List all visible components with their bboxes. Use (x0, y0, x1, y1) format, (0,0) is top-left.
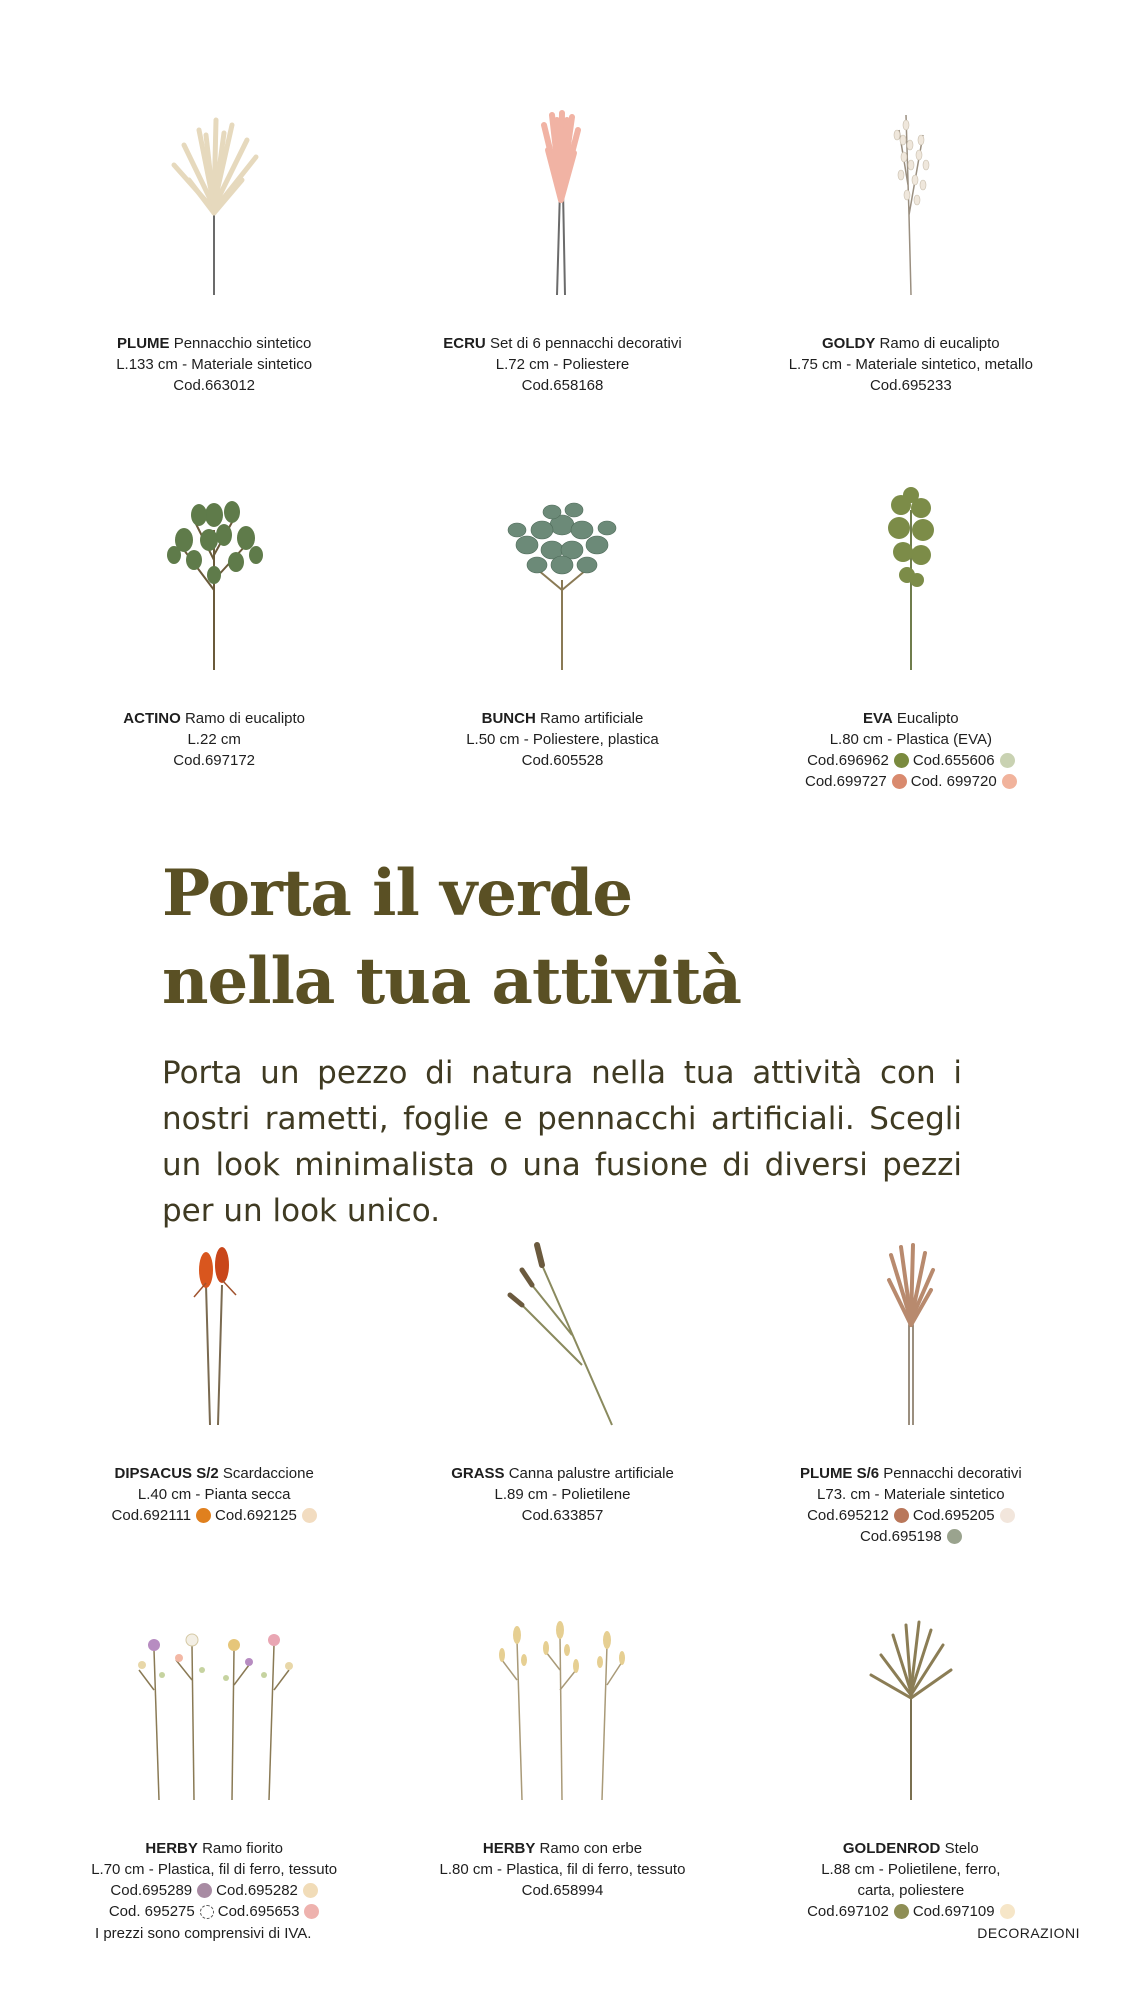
product-code: Cod.697109 (912, 1903, 995, 1920)
goldenrod-stem-image (811, 1600, 1011, 1810)
product-codes-row (112, 1505, 317, 1526)
product-spec: L.40 cm - Pianta secca (137, 1486, 291, 1503)
product-spec: L.80 cm - Plastica (EVA) (829, 731, 992, 748)
product-codes-row (91, 1901, 337, 1922)
product-card-dipsacus[interactable] (40, 1225, 388, 1600)
orange-dried-teasel-image (114, 1225, 314, 1435)
color-swatch-icon (894, 753, 909, 768)
product-name: GOLDY (822, 335, 876, 352)
product-code: Cod.696962 (807, 752, 889, 769)
product-name: ECRU (443, 335, 486, 352)
color-swatch-icon (302, 1508, 317, 1523)
product-name: GRASS (451, 1465, 505, 1482)
color-swatch-icon (197, 1883, 212, 1898)
color-swatch-icon (304, 1904, 319, 1919)
product-name: PLUME S/6 (799, 1465, 880, 1482)
product-card-herby-erbe[interactable] (388, 1600, 736, 1975)
color-swatch-icon (303, 1883, 318, 1898)
product-card-actino[interactable] (40, 470, 388, 845)
product-codes-row (805, 750, 1017, 771)
color-swatch-icon (1000, 753, 1015, 768)
product-code: Cod.633857 (521, 1507, 604, 1524)
product-spec: L.75 cm - Materiale sintetico, metallo (788, 356, 1033, 373)
product-codes-row (800, 1505, 1022, 1526)
product-code: Cod.695233 (869, 377, 952, 394)
page-title-line-1: Porta il verde (162, 856, 633, 931)
product-subname: Scardaccione (222, 1465, 314, 1482)
product-card-bunch[interactable] (388, 470, 736, 845)
flowering-herb-branches-image (114, 1600, 314, 1810)
color-swatch-icon (200, 1905, 214, 1919)
vat-note: I prezzi sono comprensivi di IVA. (95, 1925, 312, 1942)
color-swatch-icon (894, 1904, 909, 1919)
intro-paragraph: Porta un pezzo di natura nella tua attività con i nostri rametti, foglie e pennacchi artificiali. Scegli un look minimalista o una fusione di diversi pezzi per un look unico. (162, 1055, 962, 1229)
product-card-plume[interactable] (40, 95, 388, 470)
product-grid-bottom (40, 1225, 1085, 1975)
product-code: Cod.695289 (110, 1882, 193, 1899)
product-code: Cod.658168 (521, 377, 604, 394)
eucalyptus-stem-image (811, 470, 1011, 680)
color-swatch-icon (894, 1508, 909, 1523)
product-subname: Ramo fiorito (202, 1840, 283, 1857)
product-spec: L.88 cm - Polietilene, ferro, (821, 1861, 1001, 1878)
product-subname: Stelo (944, 1840, 979, 1857)
product-name: HERBY (145, 1840, 198, 1857)
product-code: Cod.695205 (912, 1507, 995, 1524)
product-subname: Ramo artificiale (539, 710, 644, 727)
pink-pampas-plumes-image (462, 95, 662, 305)
color-swatch-icon (1000, 1904, 1015, 1919)
product-name: EVA (863, 710, 893, 727)
product-subname: Pennacchio sintetico (173, 335, 312, 352)
product-code: Cod.605528 (521, 752, 604, 769)
product-name: ACTINO (123, 710, 181, 727)
page-title (162, 850, 741, 1026)
product-code: Cod.658994 (521, 1882, 604, 1899)
color-swatch-icon (196, 1508, 211, 1523)
product-spec: L.70 cm - Plastica, fil di ferro, tessuto (91, 1861, 338, 1878)
product-code: Cod.697102 (807, 1903, 889, 1920)
product-subname: Canna palustre artificiale (508, 1465, 674, 1482)
product-code: Cod.695282 (216, 1882, 298, 1899)
product-spec: L.50 cm - Poliestere, plastica (466, 731, 659, 748)
product-spec: L.22 cm (187, 731, 241, 748)
beige-pampas-plume-image (114, 95, 314, 305)
marsh-grass-image (462, 1225, 662, 1435)
product-subname: Ramo di eucalipto (184, 710, 306, 727)
product-card-ecru[interactable] (388, 95, 736, 470)
color-swatch-icon (947, 1529, 962, 1544)
product-card-herby-fiorito[interactable] (40, 1600, 388, 1975)
product-name: PLUME (117, 335, 170, 352)
brown-plumes-image (811, 1225, 1011, 1435)
product-code: Cod.699727 (805, 773, 887, 790)
product-code: Cod.655606 (912, 752, 995, 769)
section-tag: DECORAZIONI (977, 1925, 1080, 1941)
color-swatch-icon (1000, 1508, 1015, 1523)
product-codes-row (807, 1901, 1015, 1922)
product-card-goldenrod[interactable] (737, 1600, 1085, 1975)
product-name: GOLDENROD (842, 1840, 941, 1857)
white-eucalyptus-branch-image (811, 95, 1011, 305)
product-spec: L.133 cm - Materiale sintetico (116, 356, 313, 373)
product-card-grass[interactable] (388, 1225, 736, 1600)
product-codes-row (800, 1526, 1022, 1547)
product-subname: Ramo con erbe (539, 1840, 643, 1857)
product-card-eva[interactable] (737, 470, 1085, 845)
product-subname: Ramo di eucalipto (879, 335, 1000, 352)
product-subname: Set di 6 pennacchi decorativi (489, 335, 682, 352)
product-code: Cod.695653 (217, 1903, 300, 1920)
product-subname: Eucalipto (896, 710, 959, 727)
product-spec: L.80 cm - Plastica, fil di ferro, tessuto (439, 1861, 686, 1878)
herb-branches-image (462, 1600, 662, 1810)
product-code: Cod.663012 (173, 377, 256, 394)
product-code: Cod.695212 (807, 1507, 889, 1524)
product-name: HERBY (482, 1840, 536, 1857)
product-codes-row (805, 771, 1017, 792)
product-spec: L73. cm - Materiale sintetico (817, 1486, 1005, 1503)
product-code: Cod.692125 (215, 1507, 297, 1524)
product-name: DIPSACUS S/2 (114, 1465, 219, 1482)
product-spec-continued: carta, poliestere (857, 1882, 965, 1899)
green-leaf-bunch-image (462, 470, 662, 680)
color-swatch-icon (892, 774, 907, 789)
color-swatch-icon (1002, 774, 1017, 789)
green-eucalyptus-branch-image (114, 470, 314, 680)
product-spec: L.72 cm - Poliestere (495, 356, 630, 373)
product-code: Cod. 699720 (910, 773, 997, 790)
product-card-plume-s6[interactable] (737, 1225, 1085, 1600)
product-code: Cod.697172 (173, 752, 256, 769)
product-codes-row (91, 1880, 337, 1901)
page-title-line-2: nella tua attività (162, 944, 741, 1019)
product-card-goldy[interactable] (737, 95, 1085, 470)
product-code: Cod.692111 (111, 1507, 192, 1524)
product-subname: Pennacchi decorativi (883, 1465, 1022, 1482)
product-grid-top (40, 95, 1085, 845)
product-spec: L.89 cm - Polietilene (494, 1486, 631, 1503)
product-name: BUNCH (481, 710, 536, 727)
product-code: Cod.695198 (859, 1528, 942, 1545)
product-code: Cod. 695275 (108, 1903, 195, 1920)
